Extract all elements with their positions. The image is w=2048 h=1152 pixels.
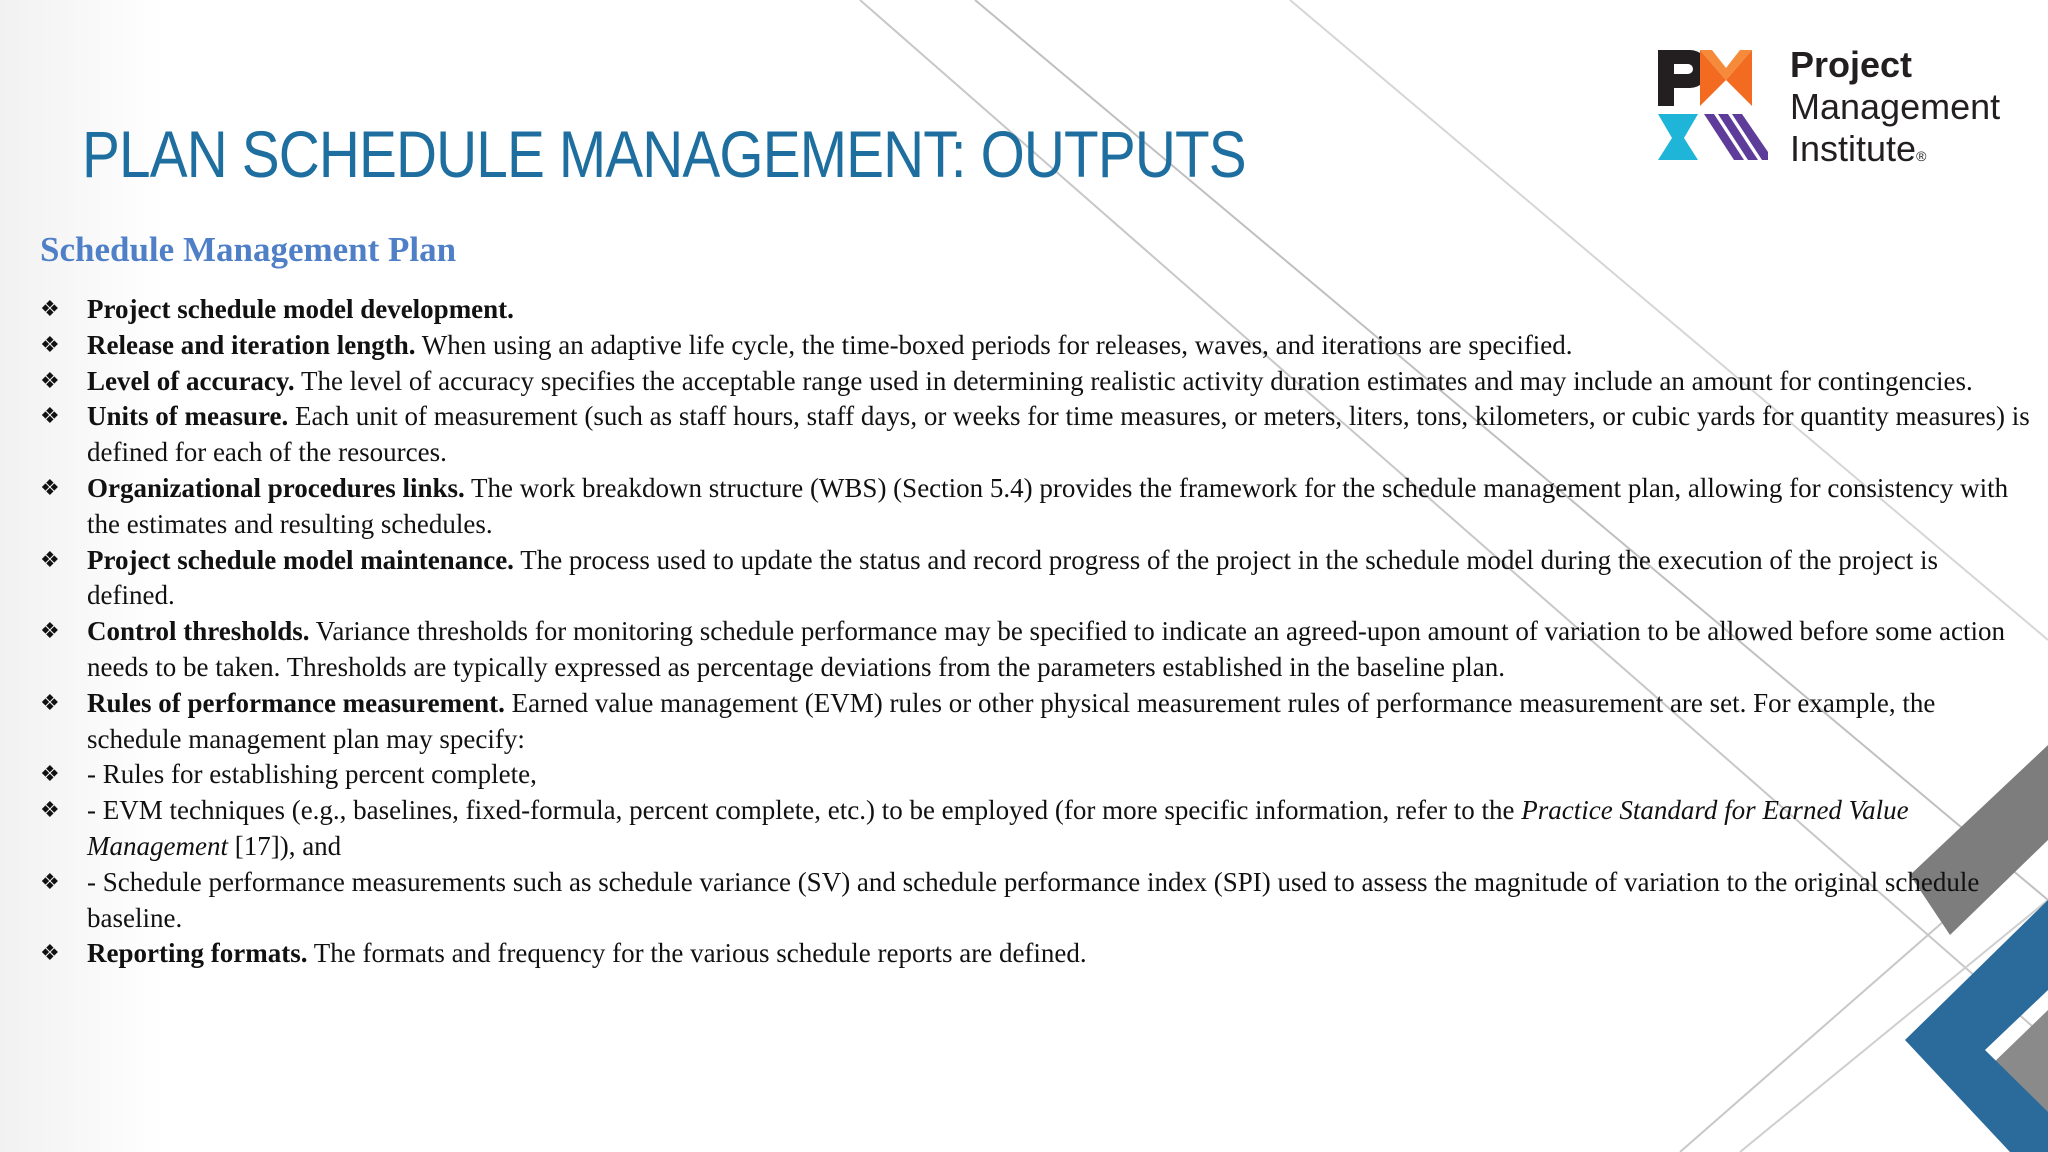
logo-line-1: Project [1790,44,1913,85]
bullet-term: Project schedule model maintenance. [87,544,514,575]
bullet-italic-reference: Practice Standard for Earned Value Management [87,795,1909,861]
bullet-term: Organizational procedures links. [87,472,465,503]
bullet-marker-icon: ❖ [40,762,60,788]
bullet-marker-icon: ❖ [40,798,60,824]
registered-mark: ® [1916,148,1927,164]
bullet-item [40,471,2030,543]
bullet-marker-icon: ❖ [40,690,60,716]
bullet-text: - EVM techniques (e.g., baselines, fixed-formula, percent complete, etc.) to be employed (for more specific information, refer to the [87,795,1522,826]
bullet-item [40,328,2030,364]
bullet-item [40,543,2030,615]
bullet-item [40,614,2030,686]
bullet-marker-icon: ❖ [40,332,60,358]
bullet-text: - Rules for establishing percent complete, [87,759,537,790]
bullet-item [40,364,2030,400]
bullet-text: The work breakdown structure (WBS) (Section 5.4) provides the framework for the schedule management plan, allowing for consistency with the estimates and resulting schedules. [87,472,2009,539]
bullet-term: Rules of performance measurement. [87,687,505,718]
bullet-term: Units of measure. [87,401,289,432]
bullet-text: The formats and frequency for the various schedule reports are defined. [307,938,1087,969]
bullet-text: The process used to update the status and record progress of the project in the schedule model during the execution of the project is defined. [87,544,1939,611]
bullet-text: Earned value management (EVM) rules or other physical measurement rules of performance measurement are set. For example, the schedule management plan may specify: [87,687,1936,754]
bullet-marker-icon: ❖ [40,404,60,430]
bullet-term: Release and iteration length. [87,329,416,360]
bullet-text: - Schedule performance measurements such as schedule variance (SV) and schedule performance index (SPI) used to assess the magnitude of variation to the original schedule baseline. [87,866,1980,933]
bullet-term: Project schedule model development. [87,294,514,324]
bullet-text: Variance thresholds for monitoring schedule performance may be specified to indicate an agreed-upon amount of variation to be allowed before some action needs to be taken. Thresholds are typically expressed as percentage deviations from the parameters established in the baseline plan. [87,616,2005,682]
bullet-marker-icon: ❖ [40,941,60,967]
bullet-term: Control thresholds. [87,616,310,647]
bullet-item [40,686,2030,758]
bullet-text: Each unit of measurement (such as staff hours, staff days, or weeks for time measures, or meters, liters, tons, kilometers, or cubic yards for quantity measures) is defined for each of the resources. [87,401,2030,468]
section-subtitle: Schedule Management Plan [40,230,457,269]
logo-line-3-text: Institute [1790,128,1917,169]
pmi-logo-text [1790,44,2000,177]
bullet-marker-icon: ❖ [40,475,60,501]
pmi-logo [1656,44,2036,174]
bullet-item [40,865,2030,937]
pmi-logo-icon [1656,44,1768,162]
slide-title: PLAN SCHEDULE MANAGEMENT: OUTPUTS [82,117,1246,191]
bullet-marker-icon: ❖ [40,869,60,895]
bullet-list [40,292,2030,972]
bullet-text-tail: [17]), and [227,830,342,861]
bullet-term: Reporting formats. [87,938,308,969]
bullet-item [40,757,2030,793]
bullet-term: Level of accuracy. [87,365,295,396]
bullet-marker-icon: ❖ [40,297,60,322]
bullet-text: When using an adaptive life cycle, the time-boxed periods for releases, waves, and iterations are specified. [415,329,1573,360]
bullet-item [40,936,2030,972]
bullet-item [40,292,2030,328]
bullet-item [40,793,2030,865]
bullet-marker-icon: ❖ [40,368,60,394]
logo-line-3 [1790,128,2000,177]
bullet-text: The level of accuracy specifies the acceptable range used in determining realistic activity duration estimates and may include an amount for contingencies. [294,365,1973,396]
bullet-item [40,399,2030,471]
logo-line-2: Management [1790,86,2001,127]
bullet-marker-icon: ❖ [40,547,60,573]
bullet-marker-icon: ❖ [40,619,60,645]
